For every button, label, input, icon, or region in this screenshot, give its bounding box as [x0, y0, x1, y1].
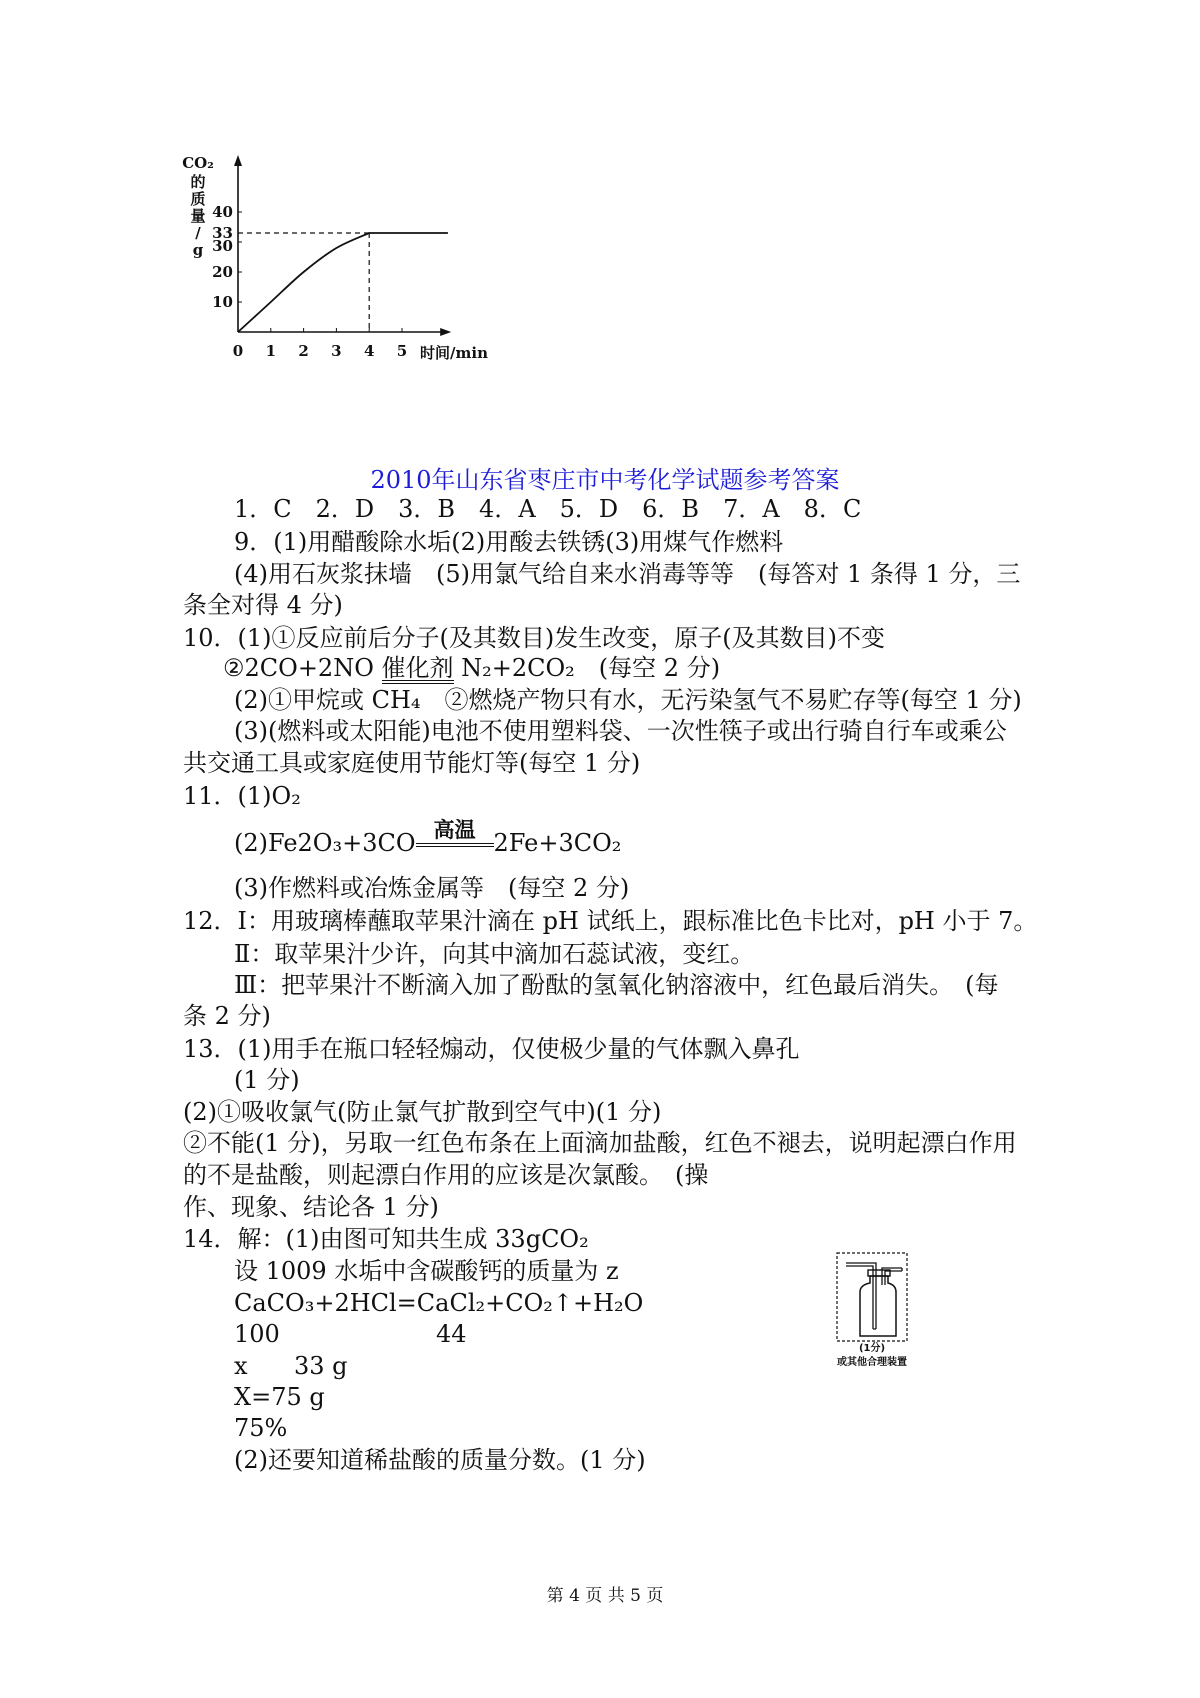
y-axis-label: CO₂: [182, 154, 214, 172]
answer-line-q10-3: (3)(燃料或太阳能)电池不使用塑料袋、一次性筷子或出行骑自行车或乘公: [234, 717, 1007, 745]
y-axis-label-char: 质: [190, 190, 206, 208]
gas-bottle-apparatus-figure: [830, 1245, 920, 1345]
page-title: 2010年山东省枣庄市中考化学试题参考答案: [370, 466, 840, 494]
figure-score-label: (1分): [858, 1343, 886, 1354]
y-axis-label-char: /: [195, 224, 201, 242]
answer-line-q10-equation: [223, 653, 720, 683]
answer-line-q13-score: (1 分): [234, 1066, 300, 1094]
answer-line-q9-cont: (4)用石灰浆抹墙 (5)用氯气给自来水消毒等等 (每答对 1 条得 1 分，三: [234, 560, 1021, 588]
x-tick-label: 3: [331, 342, 342, 360]
y-axis-label-char: 量: [190, 207, 206, 225]
x-tick-label: 0: [232, 342, 244, 360]
y-tick-label: 40: [212, 203, 233, 221]
equation-reactants: ②2CO+2NO: [223, 654, 382, 682]
condition-text: 高温: [433, 818, 476, 842]
x-tick-label: 2: [298, 342, 309, 360]
answer-line-q9-score: 条全对得 4 分): [183, 591, 343, 619]
answer-line-q14-equation: CaCO₃+2HCl=CaCl₂+CO₂↑+H₂O: [234, 1289, 644, 1317]
answer-line-q12-3: Ⅲ：把苹果汁不断滴入加了酚酞的氢氧化钠溶液中，红色最后消失。 (每: [234, 971, 999, 999]
y-tick-label: 20: [212, 263, 233, 281]
figure-caption: 或其他合理装置: [837, 1357, 907, 1368]
equation-products: N₂+2CO₂ (每空 2 分): [453, 654, 721, 682]
answer-line-q12-score: 条 2 分): [183, 1002, 271, 1030]
answer-line-q9: 9．(1)用醋酸除水垢(2)用酸去铁锈(3)用煤气作燃料: [234, 528, 784, 556]
answer-line-q10: 10．(1)①反应前后分子(及其数目)发生改变，原子(及其数目)不变: [183, 624, 885, 652]
answer-line-q13: 13．(1)用手在瓶口轻轻煽动，仅使极少量的气体飘入鼻孔: [183, 1035, 800, 1063]
ratio-left-unknown: x: [234, 1352, 248, 1380]
answer-line-q11-3: (3)作燃料或冶炼金属等 (每空 2 分): [234, 874, 630, 902]
ratio-left-value: 100: [234, 1320, 280, 1348]
equation-reactants: (2)Fe2O₃+3CO: [234, 829, 416, 857]
answer-line-q11-equation: [234, 818, 622, 858]
answer-line-q13-score-2: 作、现象、结论各 1 分): [183, 1193, 439, 1221]
answer-line-q14: 14．解：(1)由图可知共生成 33gCO₂: [183, 1225, 589, 1253]
short-tube: [882, 1268, 902, 1285]
co2-mass-curve: [238, 233, 448, 332]
y-tick-label: 10: [212, 293, 233, 311]
answer-line-q12-1: 12．Ⅰ：用玻璃棒蘸取苹果汁滴在 pH 试纸上，跟标准比色卡比对，pH 小于 7。: [183, 907, 1038, 935]
y-tick-label: 30: [212, 237, 233, 255]
page-footer: 第 4 页 共 5 页: [546, 1586, 664, 1606]
answer-line-q14-2: (2)还要知道稀盐酸的质量分数。(1 分): [234, 1446, 646, 1474]
answer-line-q11: 11．(1)O₂: [183, 782, 301, 810]
equation-condition-catalyst: 催化剂: [381, 654, 454, 682]
answer-line-q13-2b-cont: 的不是盐酸，则起漂白作用的应该是次氯酸。 (操: [183, 1161, 709, 1189]
y-axis-arrow: [234, 155, 242, 166]
answer-line-q13-2: (2)①吸收氯气(防止氯气扩散到空气中)(1 分): [183, 1098, 662, 1126]
ratio-right-known: 33 g: [294, 1352, 348, 1380]
answer-line-q14-setup: 设 1009 水垢中含碳酸钙的质量为 z: [234, 1257, 619, 1285]
y-tick-label: 33: [212, 224, 233, 242]
x-tick-label: 5: [396, 342, 408, 360]
equation-condition-high-temp: [416, 818, 494, 858]
x-axis-arrow: [440, 328, 451, 336]
x-tick-label: 1: [265, 342, 277, 360]
answer-line-result: X=75 g: [234, 1383, 325, 1411]
answer-line-q10-2: (2)①甲烷或 CH₄ ②燃烧产物只有水，无污染氢气不易贮存等(每空 1 分): [234, 686, 1022, 714]
y-axis-label-char: g: [192, 241, 204, 259]
bottle-body: [860, 1276, 896, 1336]
x-axis-label: 时间/min: [420, 344, 489, 362]
long-tube: [846, 1263, 876, 1329]
y-axis-label-char: 的: [190, 173, 206, 191]
answer-line-q12-2: Ⅱ：取苹果汁少许，向其中滴加石蕊试液，变红。: [234, 940, 755, 968]
answer-line-mc: 1．C 2．D 3．B 4．A 5．D 6．B 7．A 8．C: [234, 495, 862, 523]
equation-double-line: [416, 843, 494, 847]
x-tick-label: 4: [363, 342, 375, 360]
answer-line-percent: 75%: [234, 1414, 288, 1442]
ratio-right-value: 44: [436, 1320, 467, 1348]
answer-line-q10-3-cont: 共交通工具或家庭使用节能灯等(每空 1 分): [183, 749, 641, 777]
equation-products: 2Fe+3CO₂: [493, 829, 622, 857]
co2-mass-time-chart: [0, 0, 1200, 400]
answer-line-q13-2b: ②不能(1 分)，另取一红色布条在上面滴加盐酸，红色不褪去，说明起漂白作用: [183, 1129, 1017, 1157]
